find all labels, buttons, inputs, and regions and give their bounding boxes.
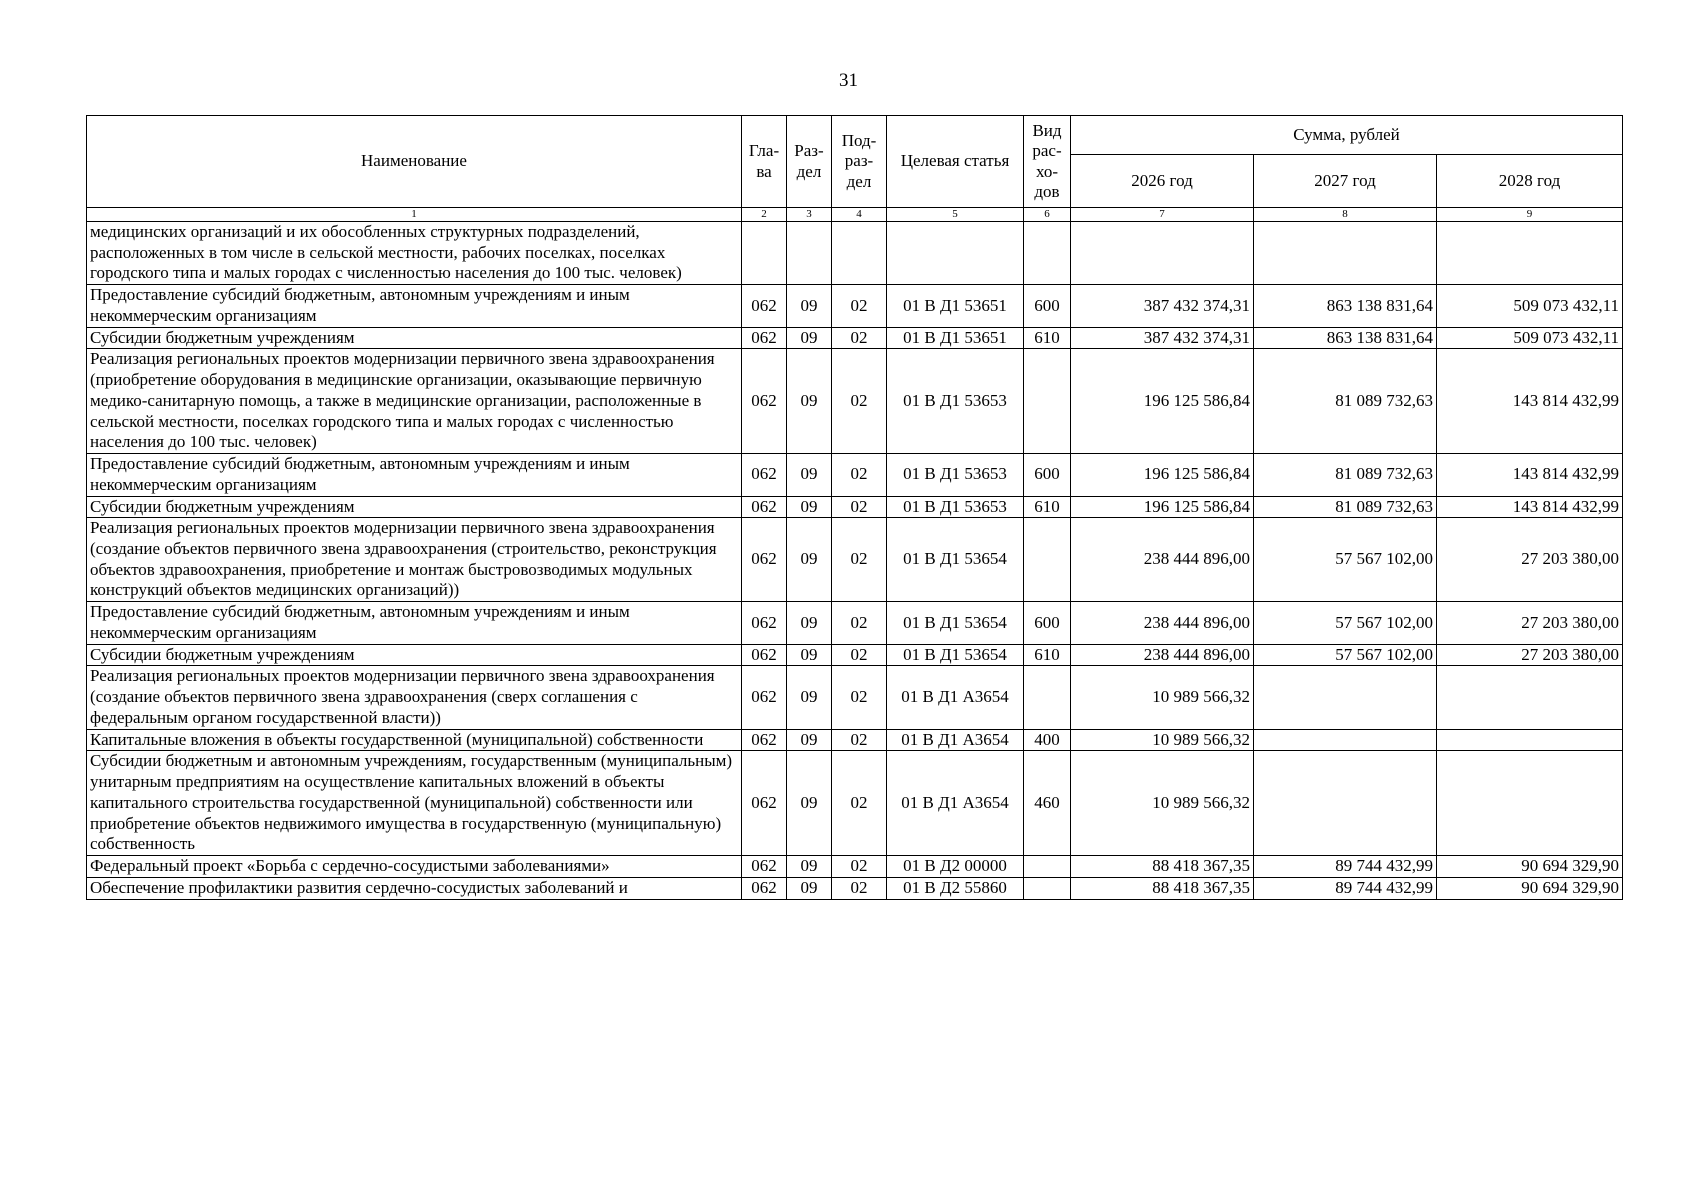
row-sum-2027: 89 744 432,99: [1254, 877, 1437, 899]
row-sum-2027: 57 567 102,00: [1254, 518, 1437, 602]
row-name: Капитальные вложения в объекты государственной (муниципальной) собственности: [87, 729, 742, 751]
row-section: 09: [787, 877, 832, 899]
table-row: [87, 285, 1623, 327]
column-number: 6: [1024, 208, 1071, 222]
row-subsection: 02: [832, 349, 887, 454]
row-chapter: 062: [742, 349, 787, 454]
column-number: 3: [787, 208, 832, 222]
row-name: Субсидии бюджетным учреждениям: [87, 496, 742, 518]
column-number-row: [87, 208, 1623, 222]
column-number: 5: [887, 208, 1024, 222]
row-chapter: 062: [742, 454, 787, 496]
row-section: 09: [787, 666, 832, 729]
row-subsection: 02: [832, 877, 887, 899]
row-sum-2026: 88 418 367,35: [1071, 877, 1254, 899]
row-sum-2028: 509 073 432,11: [1437, 285, 1623, 327]
row-chapter: [742, 222, 787, 285]
row-section: 09: [787, 644, 832, 666]
row-sum-2026: 10 989 566,32: [1071, 729, 1254, 751]
row-section: 09: [787, 602, 832, 644]
row-subsection: 02: [832, 285, 887, 327]
row-target-article: 01 В Д1 А3654: [887, 751, 1024, 856]
row-sum-2026: 238 444 896,00: [1071, 518, 1254, 602]
row-name: Реализация региональных проектов модернизации первичного звена здравоохранения (создание объектов первичного звена здравоохранения (строительство, реконструкция объектов здравоохранения, приобретение и монтаж быстровозводимых модульных конструкций объектов медицинских организаций)): [87, 518, 742, 602]
column-number: 1: [87, 208, 742, 222]
row-sum-2028: 90 694 329,90: [1437, 856, 1623, 878]
header-year-2027: 2027 год: [1254, 155, 1437, 208]
row-target-article: 01 В Д2 55860: [887, 877, 1024, 899]
header-year-2026: 2026 год: [1071, 155, 1254, 208]
row-sum-2028: 27 203 380,00: [1437, 644, 1623, 666]
table-row: [87, 666, 1623, 729]
table-row: [87, 454, 1623, 496]
row-target-article: 01 В Д1 53651: [887, 327, 1024, 349]
table-row: [87, 644, 1623, 666]
row-sum-2027: 57 567 102,00: [1254, 644, 1437, 666]
row-sum-2027: 81 089 732,63: [1254, 496, 1437, 518]
row-name: Предоставление субсидий бюджетным, автономным учреждениям и иным некоммерческим организациям: [87, 454, 742, 496]
row-section: 09: [787, 496, 832, 518]
row-sum-2027: [1254, 666, 1437, 729]
row-sum-2028: [1437, 222, 1623, 285]
row-chapter: 062: [742, 602, 787, 644]
row-name: Субсидии бюджетным и автономным учреждениям, государственным (муниципальным) унитарным предприятиям на осуществление капитальных вложений в объекты капитального строительства государственной (муниципальной) собственности или приобретение объектов недвижимого имущества в государственную (муниципальную) собственность: [87, 751, 742, 856]
column-number: 9: [1437, 208, 1623, 222]
row-name: Обеспечение профилактики развития сердечно-сосудистых заболеваний и: [87, 877, 742, 899]
row-section: 09: [787, 285, 832, 327]
row-section: 09: [787, 518, 832, 602]
row-subsection: 02: [832, 496, 887, 518]
table-row: [87, 518, 1623, 602]
row-sum-2028: [1437, 666, 1623, 729]
row-name: Субсидии бюджетным учреждениям: [87, 327, 742, 349]
header-name: Наименование: [87, 116, 742, 208]
row-sum-2026: 196 125 586,84: [1071, 349, 1254, 454]
row-section: [787, 222, 832, 285]
row-expense-type: 460: [1024, 751, 1071, 856]
row-subsection: 02: [832, 856, 887, 878]
row-section: 09: [787, 856, 832, 878]
row-subsection: 02: [832, 644, 887, 666]
row-sum-2028: 27 203 380,00: [1437, 602, 1623, 644]
table-row: [87, 602, 1623, 644]
row-expense-type: [1024, 856, 1071, 878]
column-number: 7: [1071, 208, 1254, 222]
table-row: [87, 327, 1623, 349]
row-name: Федеральный проект «Борьба с сердечно-сосудистыми заболеваниями»: [87, 856, 742, 878]
row-subsection: 02: [832, 518, 887, 602]
row-sum-2028: 90 694 329,90: [1437, 877, 1623, 899]
row-subsection: 02: [832, 751, 887, 856]
row-expense-type: [1024, 877, 1071, 899]
row-sum-2026: 238 444 896,00: [1071, 602, 1254, 644]
row-chapter: 062: [742, 327, 787, 349]
row-expense-type: [1024, 518, 1071, 602]
row-sum-2028: 143 814 432,99: [1437, 496, 1623, 518]
row-name: Реализация региональных проектов модернизации первичного звена здравоохранения (приобретение оборудования в медицинские организации, оказывающие первичную медико-санитарную помощь, а также в медицинские организации, расположенные в сельской местности, поселках городского типа и малых городах с численностью населения до 100 тыс. человек): [87, 349, 742, 454]
row-sum-2027: [1254, 729, 1437, 751]
column-number: 4: [832, 208, 887, 222]
row-sum-2026: 10 989 566,32: [1071, 666, 1254, 729]
row-sum-2028: 143 814 432,99: [1437, 454, 1623, 496]
row-sum-2028: [1437, 751, 1623, 856]
row-target-article: 01 В Д1 53651: [887, 285, 1024, 327]
row-sum-2028: 27 203 380,00: [1437, 518, 1623, 602]
row-target-article: 01 В Д1 53654: [887, 644, 1024, 666]
header-section: Раз-дел: [787, 116, 832, 208]
row-sum-2027: 89 744 432,99: [1254, 856, 1437, 878]
row-sum-2028: 143 814 432,99: [1437, 349, 1623, 454]
table-row: [87, 729, 1623, 751]
row-subsection: 02: [832, 666, 887, 729]
page-number: 31: [839, 70, 858, 91]
budget-table: [86, 115, 1623, 900]
row-chapter: 062: [742, 518, 787, 602]
row-expense-type: 610: [1024, 496, 1071, 518]
row-sum-2026: 238 444 896,00: [1071, 644, 1254, 666]
row-chapter: 062: [742, 644, 787, 666]
header-target-article: Целевая статья: [887, 116, 1024, 208]
row-sum-2027: [1254, 222, 1437, 285]
row-target-article: 01 В Д1 53654: [887, 518, 1024, 602]
row-chapter: 062: [742, 729, 787, 751]
row-sum-2027: 57 567 102,00: [1254, 602, 1437, 644]
row-sum-2028: 509 073 432,11: [1437, 327, 1623, 349]
row-name: Предоставление субсидий бюджетным, автономным учреждениям и иным некоммерческим организациям: [87, 602, 742, 644]
row-sum-2027: 863 138 831,64: [1254, 327, 1437, 349]
table-row: [87, 222, 1623, 285]
row-expense-type: 600: [1024, 285, 1071, 327]
row-expense-type: [1024, 666, 1071, 729]
row-expense-type: 610: [1024, 327, 1071, 349]
table-row: [87, 856, 1623, 878]
row-chapter: 062: [742, 751, 787, 856]
row-target-article: 01 В Д1 53653: [887, 496, 1024, 518]
header-year-2028: 2028 год: [1437, 155, 1623, 208]
row-sum-2027: 81 089 732,63: [1254, 454, 1437, 496]
row-sum-2028: [1437, 729, 1623, 751]
row-sum-2026: 387 432 374,31: [1071, 285, 1254, 327]
row-expense-type: 610: [1024, 644, 1071, 666]
row-target-article: 01 В Д1 53653: [887, 349, 1024, 454]
table-row: [87, 751, 1623, 856]
row-target-article: 01 В Д1 А3654: [887, 729, 1024, 751]
header-sum-title: Сумма, рублей: [1071, 116, 1623, 155]
row-sum-2027: [1254, 751, 1437, 856]
row-chapter: 062: [742, 877, 787, 899]
row-name: медицинских организаций и их обособленных структурных подразделений, расположенных в том числе в сельской местности, рабочих поселках, поселках городского типа и малых городах с численностью населения до 100 тыс. человек): [87, 222, 742, 285]
row-subsection: 02: [832, 327, 887, 349]
column-number: 8: [1254, 208, 1437, 222]
column-number: 2: [742, 208, 787, 222]
row-subsection: [832, 222, 887, 285]
row-name: Реализация региональных проектов модернизации первичного звена здравоохранения (создание объектов первичного звена здравоохранения (сверх соглашения с федеральным органом государственной власти)): [87, 666, 742, 729]
row-target-article: 01 В Д1 А3654: [887, 666, 1024, 729]
row-sum-2026: 10 989 566,32: [1071, 751, 1254, 856]
row-expense-type: 600: [1024, 602, 1071, 644]
row-sum-2026: 88 418 367,35: [1071, 856, 1254, 878]
row-chapter: 062: [742, 496, 787, 518]
row-sum-2026: 196 125 586,84: [1071, 496, 1254, 518]
row-subsection: 02: [832, 602, 887, 644]
row-section: 09: [787, 454, 832, 496]
row-expense-type: 400: [1024, 729, 1071, 751]
row-target-article: 01 В Д1 53653: [887, 454, 1024, 496]
header-expense-type: Вид рас-хо-дов: [1024, 116, 1071, 208]
table-row: [87, 877, 1623, 899]
header-subsection: Под-раз-дел: [832, 116, 887, 208]
row-target-article: 01 В Д2 00000: [887, 856, 1024, 878]
row-sum-2026: 196 125 586,84: [1071, 454, 1254, 496]
row-name: Предоставление субсидий бюджетным, автономным учреждениям и иным некоммерческим организациям: [87, 285, 742, 327]
row-chapter: 062: [742, 666, 787, 729]
row-target-article: [887, 222, 1024, 285]
row-name: Субсидии бюджетным учреждениям: [87, 644, 742, 666]
row-sum-2026: [1071, 222, 1254, 285]
header-chapter: Гла-ва: [742, 116, 787, 208]
row-sum-2027: 81 089 732,63: [1254, 349, 1437, 454]
row-sum-2027: 863 138 831,64: [1254, 285, 1437, 327]
row-expense-type: [1024, 349, 1071, 454]
row-section: 09: [787, 729, 832, 751]
row-chapter: 062: [742, 856, 787, 878]
table-header: [87, 116, 1623, 222]
row-expense-type: [1024, 222, 1071, 285]
row-subsection: 02: [832, 454, 887, 496]
row-target-article: 01 В Д1 53654: [887, 602, 1024, 644]
table-body: [87, 222, 1623, 900]
row-section: 09: [787, 751, 832, 856]
row-subsection: 02: [832, 729, 887, 751]
table-row: [87, 496, 1623, 518]
row-expense-type: 600: [1024, 454, 1071, 496]
row-sum-2026: 387 432 374,31: [1071, 327, 1254, 349]
row-section: 09: [787, 327, 832, 349]
table-row: [87, 349, 1623, 454]
row-chapter: 062: [742, 285, 787, 327]
row-section: 09: [787, 349, 832, 454]
